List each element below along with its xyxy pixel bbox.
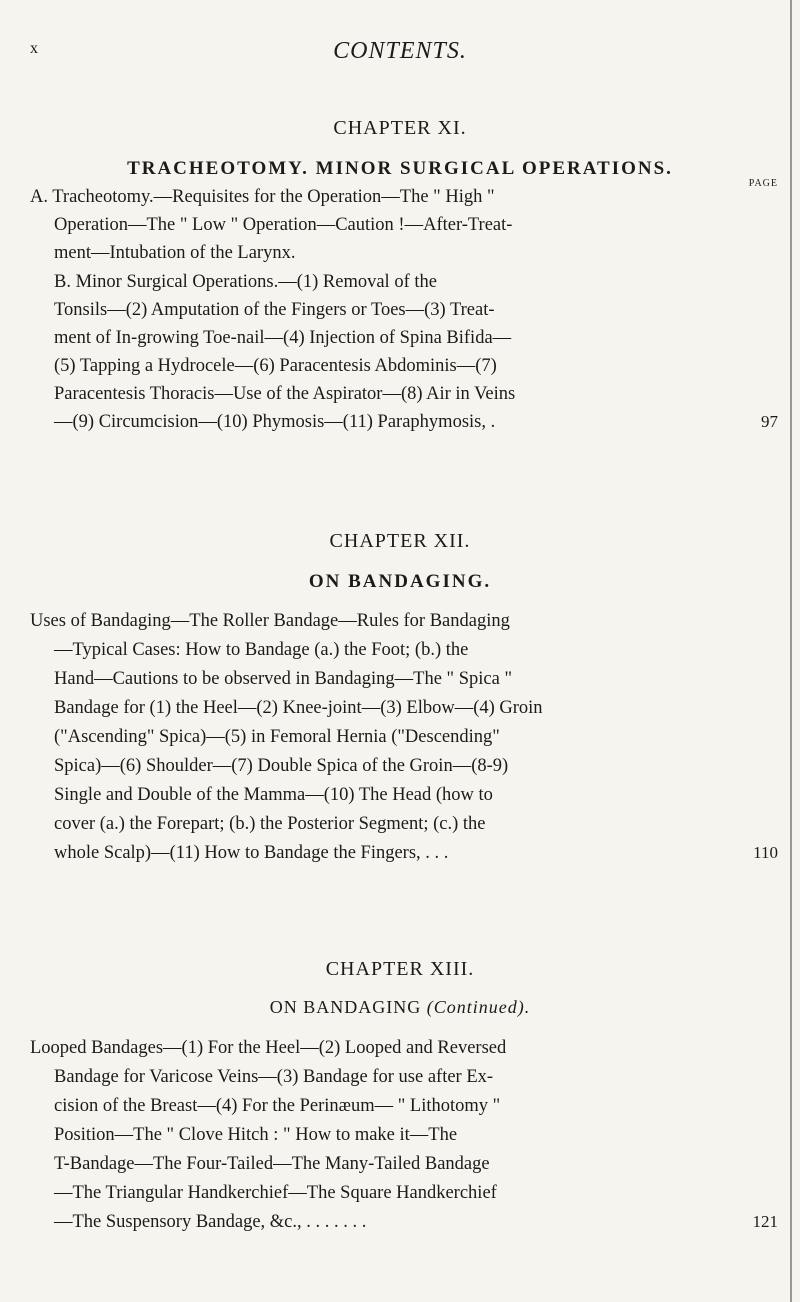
toc-line: B. Minor Surgical Operations.—(1) Removal of the <box>54 272 437 292</box>
toc-line: ("Ascending" Spica)—(5) in Femoral Hernia ("Descending" <box>54 727 500 747</box>
toc-line: —(9) Circumcision—(10) Phymosis—(11) Paraphymosis, . <box>54 412 496 432</box>
toc-line: —The Suspensory Bandage, &c., . . . . . . . <box>54 1212 367 1232</box>
toc-line: cision of the Breast—(4) For the Perinæum— " Lithotomy " <box>54 1096 501 1116</box>
toc-line: T-Bandage—The Four-Tailed—The Many-Tailed Bandage <box>54 1154 490 1174</box>
subject-continued: (Continued). <box>426 997 531 1017</box>
chapter-xii-heading: CHAPTER XII. <box>329 530 471 552</box>
page-number: 110 <box>753 843 778 862</box>
chapter-xii-subject: ON BANDAGING. <box>308 571 492 592</box>
toc-line: Single and Double of the Mamma—(10) The Head (how to <box>54 785 493 805</box>
toc-line: A. Tracheotomy.—Requisites for the Operation—The " High " <box>30 187 495 207</box>
chapter-xi-heading: CHAPTER XI. <box>333 117 467 139</box>
toc-line: Spica)—(6) Shoulder—(7) Double Spica of the Groin—(8-9) <box>54 756 509 776</box>
toc-line: whole Scalp)—(11) How to Bandage the Fingers, . . . <box>54 843 449 863</box>
chapter-xiii-subject <box>0 997 800 1018</box>
toc-line: Tonsils—(2) Amputation of the Fingers or Toes—(3) Treat- <box>54 300 495 320</box>
toc-line: Paracentesis Thoracis—Use of the Aspirator—(8) Air in Veins <box>54 384 516 404</box>
toc-line: Uses of Bandaging—The Roller Bandage—Rules for Bandaging <box>30 611 510 631</box>
toc-line: Hand—Cautions to be observed in Bandaging—The " Spica " <box>54 669 512 689</box>
page-number: 121 <box>752 1212 778 1231</box>
subject-text: ON BANDAGING <box>269 997 422 1017</box>
toc-line: Position—The " Clove Hitch : " How to make it—The <box>54 1125 458 1145</box>
folio: x <box>30 40 38 57</box>
toc-line: cover (a.) the Forepart; (b.) the Posterior Segment; (c.) the <box>54 814 486 834</box>
toc-line: —Typical Cases: How to Bandage (a.) the Foot; (b.) the <box>54 640 469 660</box>
toc-line: Bandage for (1) the Heel—(2) Knee-joint—(3) Elbow—(4) Groin <box>54 698 543 718</box>
running-head <box>0 38 800 68</box>
page-edge <box>790 0 792 1302</box>
chapter-xiii-heading: CHAPTER XIII. <box>325 958 475 980</box>
page-column-label: PAGE <box>748 178 778 189</box>
page-number: 97 <box>761 412 778 431</box>
toc-line: ment of In-growing Toe-nail—(4) Injection of Spina Bifida— <box>54 328 512 348</box>
toc-line: Bandage for Varicose Veins—(3) Bandage for use after Ex- <box>54 1067 494 1087</box>
toc-line: Looped Bandages—(1) For the Heel—(2) Looped and Reversed <box>30 1038 507 1058</box>
toc-line: (5) Tapping a Hydrocele—(6) Paracentesis Abdominis—(7) <box>54 356 497 376</box>
running-title: CONTENTS. <box>333 38 467 64</box>
toc-line: ment—Intubation of the Larynx. <box>54 243 296 263</box>
toc-line: —The Triangular Handkerchief—The Square Handkerchief <box>54 1183 497 1203</box>
toc-line: Operation—The " Low " Operation—Caution !—After-Treat- <box>54 215 513 235</box>
chapter-xi-subject: TRACHEOTOMY. MINOR SURGICAL OPERATIONS. <box>127 158 673 179</box>
